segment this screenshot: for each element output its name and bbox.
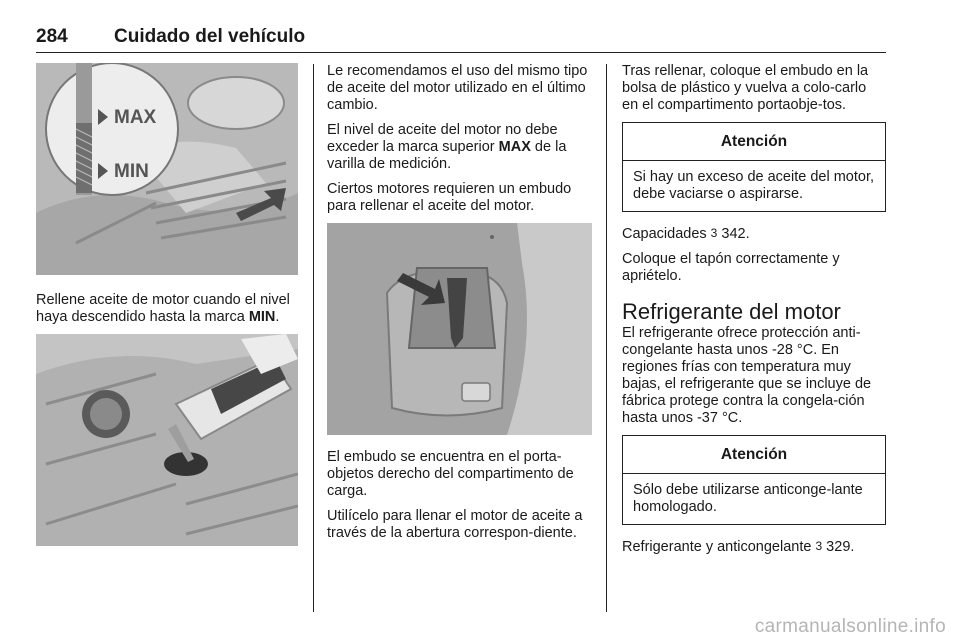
section-title: Cuidado del vehículo [114,26,306,47]
paragraph: Ciertos motores requieren un embudo para rellenar el aceite del motor. [327,181,572,214]
notice-body: Sólo debe utilizarse anticonge-lante homologado. [633,482,863,515]
notice-title: Atención [623,123,885,161]
page-number: 284 [36,26,68,47]
min-label: MIN [114,161,149,182]
paragraph: Le recomendamos el uso del mismo tipo de aceite del motor utilizado en el último cambio. [327,63,588,113]
page-reference-icon: 3 [815,539,823,553]
max-mark: MAX [498,139,531,155]
watermark: carmanualsonline.info [754,616,946,637]
attention-notice [622,122,886,212]
paragraph: Refrigerante y anticongelante 3 329. [622,539,855,555]
column-2 [327,63,592,550]
column-3 [622,63,886,564]
notice-title: Atención [623,436,885,474]
min-mark: MIN [248,309,276,325]
section-heading: Refrigerante del motor [622,299,841,324]
paragraph: Rellene aceite de motor cuando el nivel haya descendido hasta la marca MIN. [36,292,290,325]
max-label: MAX [114,107,157,128]
paragraph: Capacidades 3 342. [622,226,750,242]
attention-notice [622,435,886,525]
cargo-compartment-illustration [327,223,592,435]
paragraph: Tras rellenar, coloque el embudo en la bolsa de plástico y vuelva a colo-carlo en el compartimento portaobje-tos. [622,63,869,113]
column-divider [313,64,314,612]
paragraph: Utilícelo para llenar el motor de aceite a través de la abertura correspon-diente. [327,508,583,541]
column-1 [36,63,298,546]
page-header [36,26,886,53]
oil-filling-illustration [36,334,298,546]
page-reference-icon: 3 [710,226,718,240]
column-divider [606,64,607,612]
paragraph: El refrigerante ofrece protección anti-congelante hasta unos -28 °C. En regiones frías con temperatura muy bajas, el refrigerante que se incluye de fábrica protege contra la congela-ción hasta unos -37 °C. [622,325,872,426]
notice-body: Si hay un exceso de aceite del motor, debe vaciarse o aspirarse. [633,169,875,202]
dipstick-illustration [36,63,298,275]
paragraph: El embudo se encuentra en el porta-objetos derecho del compartimento de carga. [327,449,574,499]
paragraph: Coloque el tapón correctamente y apriételo. [622,251,840,284]
paragraph: El nivel de aceite del motor no debe exceder la marca superior MAX de la varilla de medición. [327,122,567,172]
